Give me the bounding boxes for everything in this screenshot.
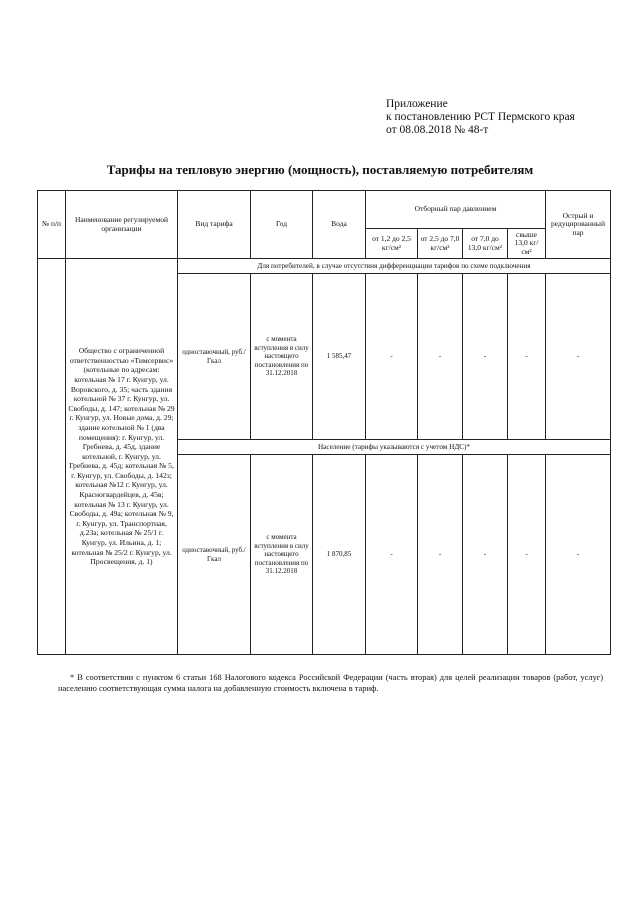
header-num: № п/п <box>38 191 66 259</box>
year-cell: с момента вступления в силу настоящего постановления по 31.12.2018 <box>251 274 313 440</box>
header-pressure-2: от 2,5 до 7,0 кг/см² <box>418 229 463 259</box>
year-cell: с момента вступления в силу настоящего постановления по 31.12.2018 <box>251 455 313 655</box>
header-pressure-4: свыше 13,0 кг/см² <box>508 229 546 259</box>
header-pressure-1: от 1,2 до 2,5 кг/см² <box>366 229 418 259</box>
pressure-2-cell: - <box>418 274 463 440</box>
section-title-population: Население (тарифы указываются с учетом НДС)* <box>178 440 611 455</box>
header-org: Наименование регулируемой организации <box>66 191 178 259</box>
appendix-decree: к постановлению РСТ Пермского края <box>386 111 575 123</box>
header-tariff-type: Вид тарифа <box>178 191 251 259</box>
pressure-2-cell: - <box>418 455 463 655</box>
header-sharp-steam: Острый и редуцированный пар <box>546 191 611 259</box>
pressure-1-cell: - <box>366 274 418 440</box>
appendix-header <box>386 98 626 137</box>
pressure-1-cell: - <box>366 455 418 655</box>
section-title-consumers: Для потребителей, в случае отсутствия дифференциации тарифов по схеме подключения <box>178 259 611 274</box>
header-year: Год <box>251 191 313 259</box>
tariffs-table <box>37 190 611 655</box>
tariff-type-cell: одноставочный, руб./Гкал <box>178 274 251 440</box>
sharp-steam-cell: - <box>546 274 611 440</box>
sharp-steam-cell: - <box>546 455 611 655</box>
pressure-4-cell: - <box>508 455 546 655</box>
tariff-type-cell: одноставочный, руб./Гкал <box>178 455 251 655</box>
appendix-label: Приложение <box>386 98 448 110</box>
header-pressure-3: от 7,0 до 13,0 кг/см² <box>463 229 508 259</box>
document-title: Тарифы на тепловую энергию (мощность), поставляемую потребителям <box>106 162 534 177</box>
header-water: Вода <box>313 191 366 259</box>
row-number <box>38 259 66 655</box>
header-steam: Отборный пар давлением <box>366 191 546 229</box>
pressure-3-cell: - <box>463 455 508 655</box>
organization-name: Общество с ограниченной ответственностью «Тимсервис» (котельные по адресам: котельная № 17 г. Кунгур, ул. Воровского, д. 35; часть здания котельной № 37 г. Кунгур, ул. Свободы, д. 147; котельная № 29 г. Кунгур, ул. Новые дома, д. 29; здание котельной № 1 (два помещения): г. Кунгур, ул. Гребнева, д. 45д, здание котельной, г. Кунгур, ул. Гребнева, д. 45д; котельная № 5, г. Кунгур, ул. Свободы, д. 142з; котельная №12 г. Кунгур, ул. Красногвардейцев, д. 45в; котельная № 13 г. Кунгур, ул. Свободы, д. 49а; котельная № 9, г. Кунгур, ул. Транспортная, д.23а; котельная № 25/1 г. Кунгур, ул. Ильина, д. 1; котельная № 25/2 г. Кунгур, ул. Просвещения, д. 1) <box>66 259 178 655</box>
water-value-cell: 1 585,47 <box>313 274 366 440</box>
water-value-cell: 1 870,85 <box>313 455 366 655</box>
pressure-3-cell: - <box>463 274 508 440</box>
appendix-date: от 08.08.2018 № 48-т <box>386 124 489 136</box>
footnote-text: * В соответствии с пунктом 6 статьи 168 Налогового кодекса Российской Федерации (часть вторая) для целей реализации товаров (работ, услуг) населению соответствующая сумма налога на добавленную стоимость включена в тариф. <box>58 673 603 693</box>
footnote <box>58 672 603 694</box>
pressure-4-cell: - <box>508 274 546 440</box>
